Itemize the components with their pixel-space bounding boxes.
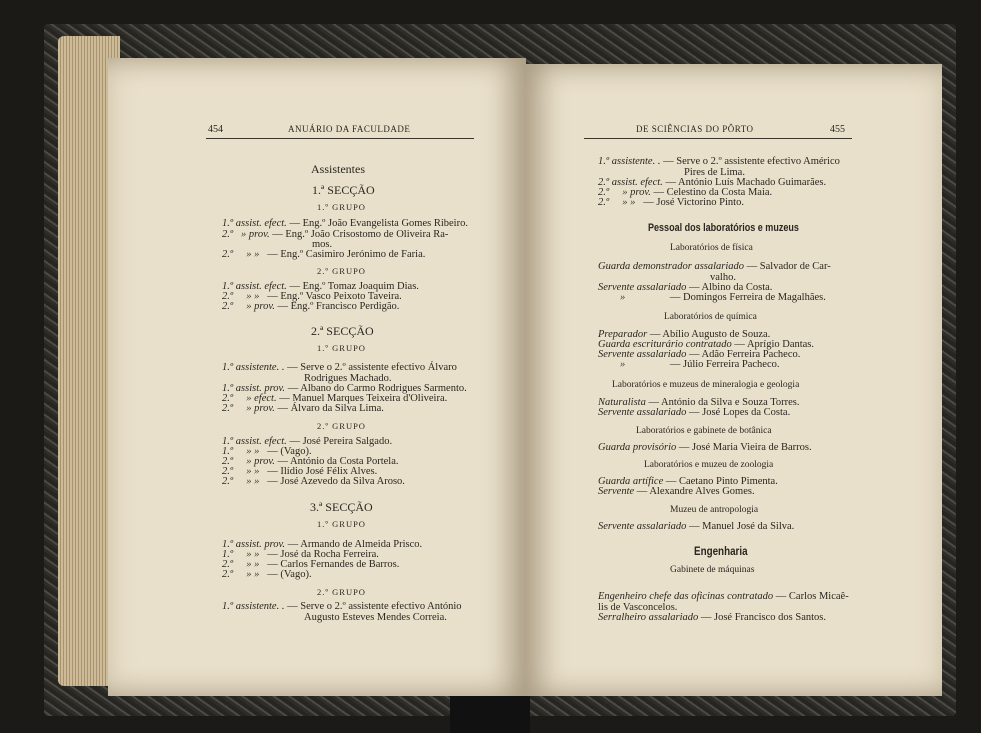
staff-line: 2.º » » — Eng.º Vasco Peixoto Taveira.	[222, 291, 402, 302]
block-heading: Laboratórios de química	[664, 312, 757, 322]
staff-line: Servente assalariado — José Lopes da Costa.	[598, 407, 791, 418]
right-running-head: DE SCIÊNCIAS DO PÔRTO	[636, 124, 754, 134]
staff-line: 2.º » » — Carlos Fernandes de Barros.	[222, 559, 400, 570]
block-heading: Laboratórios e gabinete de botânica	[636, 426, 772, 436]
section-heading: 2.ª SECÇÃO	[311, 324, 374, 338]
right-page	[524, 64, 942, 696]
left-page-number: 454	[208, 124, 223, 135]
block-heading: Laboratórios e muzeu de zoologia	[644, 460, 774, 470]
staff-line: » — Júlio Ferreira Pacheco.	[620, 359, 780, 370]
staff-line: 1.º assistente. . — Serve o 2.º assistente efectivo Américo	[598, 156, 840, 167]
staff-line-continuation: Rodrigues Machado.	[304, 373, 392, 384]
staff-line: 1.º assist. prov. — Armando de Almeida Prisco.	[222, 539, 423, 550]
right-page-number: 455	[830, 124, 845, 135]
staff-line: 1.º assist. efect. — Eng.º Tomaz Joaquim Dias.	[222, 281, 419, 292]
staff-line: 2.º » » — (Vago).	[222, 569, 312, 580]
staff-line-continuation: Augusto Esteves Mendes Correia.	[304, 612, 447, 623]
left-head-rule	[206, 138, 474, 139]
block-heading: Gabinete de máquinas	[670, 565, 755, 575]
staff-line-continuation: lis de Vasconcelos.	[598, 602, 678, 613]
group-heading: 2.º GRUPO	[317, 587, 366, 597]
section-heading: 3.ª SECÇÃO	[310, 500, 373, 514]
staff-line: Guarda demonstrador assalariado — Salvador de Car-	[598, 261, 831, 272]
staff-line: Engenheiro chefe das oficinas contratado — Carlos Micaê-	[598, 591, 849, 602]
staff-line: Serralheiro assalariado — José Francisco dos Santos.	[598, 612, 826, 623]
staff-line: 1.º assist. efect. — José Pereira Salgado.	[222, 436, 393, 447]
staff-line: Guarda artífice — Caetano Pinto Pimenta.	[598, 476, 778, 487]
staff-line: 2.º » » — José Victorino Pinto.	[598, 197, 744, 208]
staff-heading: Pessoal dos laboratórios e muzeus	[648, 222, 799, 234]
staff-line: 1.º » » — José da Rocha Ferreira.	[222, 549, 379, 560]
group-heading: 1.º GRUPO	[317, 343, 366, 353]
group-heading: 1.º GRUPO	[317, 202, 366, 212]
staff-line: 1.º assistente. . — Serve o 2.º assistente efectivo António	[222, 601, 462, 612]
staff-line: 2.º » » — Ilídio José Félix Alves.	[222, 466, 378, 477]
group-heading: 2.º GRUPO	[317, 421, 366, 431]
group-heading: 1.º GRUPO	[317, 519, 366, 529]
block-heading: Laboratórios de física	[670, 243, 753, 253]
staff-line: Servente assalariado — Manuel José da Silva.	[598, 521, 795, 532]
staff-line: 2.º » prov. — Eng.º Francisco Perdigão.	[222, 301, 400, 312]
book-spine	[450, 690, 530, 733]
staff-line: Preparador — Abílio Augusto de Souza.	[598, 329, 771, 340]
staff-line-continuation: mos.	[312, 239, 333, 250]
engineering-heading: Engenharia	[694, 544, 748, 558]
staff-line: 2.º » prov. — Eng.º João Crisostomo de Oliveira Ra-	[222, 229, 449, 240]
staff-line: 2.º » » — Eng.º Casimiro Jerónimo de Faria.	[222, 249, 426, 260]
staff-line: Servente assalariado — Albino da Costa.	[598, 282, 773, 293]
staff-line: 2.º » prov. — Celestino da Costa Maia.	[598, 187, 773, 198]
staff-line: 1.º assist. efect. — Eng.º João Evangelista Gomes Ribeiro.	[222, 218, 468, 229]
staff-line: 2.º » efect. — Manuel Marques Teixeira d'Oliveira.	[222, 393, 448, 404]
staff-line-continuation: Pires de Lima.	[684, 167, 745, 178]
staff-line: Guarda provisório — José Maria Vieira de Barros.	[598, 442, 812, 453]
staff-line: 1.º assistente. . — Serve o 2.º assistente efectivo Álvaro	[222, 362, 457, 373]
group-heading: 2.º GRUPO	[317, 266, 366, 276]
block-heading: Muzeu de antropologia	[670, 505, 759, 515]
staff-line: Guarda escriturário contratado — Aprígio Dantas.	[598, 339, 815, 350]
staff-line: 1.º assist. prov. — Albano do Carmo Rodrigues Sarmento.	[222, 383, 467, 394]
staff-line: Servente assalariado — Adão Ferreira Pacheco.	[598, 349, 801, 360]
staff-line: 2.º » » — José Azevedo da Silva Aroso.	[222, 476, 405, 487]
section-heading: 1.ª SECÇÃO	[312, 183, 375, 197]
staff-line-continuation: valho.	[710, 272, 736, 283]
staff-line: 2.º assist. efect. — António Luís Machado Guimarães.	[598, 177, 827, 188]
left-page-title: Assistentes	[311, 162, 365, 176]
staff-line: Servente — Alexandre Alves Gomes.	[598, 486, 755, 497]
staff-line: 2.º » prov. — António da Costa Portela.	[222, 456, 399, 467]
left-page	[108, 58, 526, 696]
block-heading: Laboratórios e muzeus de mineralogia e geologia	[612, 380, 800, 390]
staff-line: Naturalista — António da Silva e Souza Torres.	[598, 397, 800, 408]
staff-line: » — Domingos Ferreira de Magalhães.	[620, 292, 826, 303]
right-head-rule	[584, 138, 852, 139]
staff-line: 2.º » prov. — Álvaro da Silva Lima.	[222, 403, 384, 414]
left-running-head: ANUÁRIO DA FACULDADE	[288, 124, 411, 134]
staff-line: 1.º » » — (Vago).	[222, 446, 312, 457]
